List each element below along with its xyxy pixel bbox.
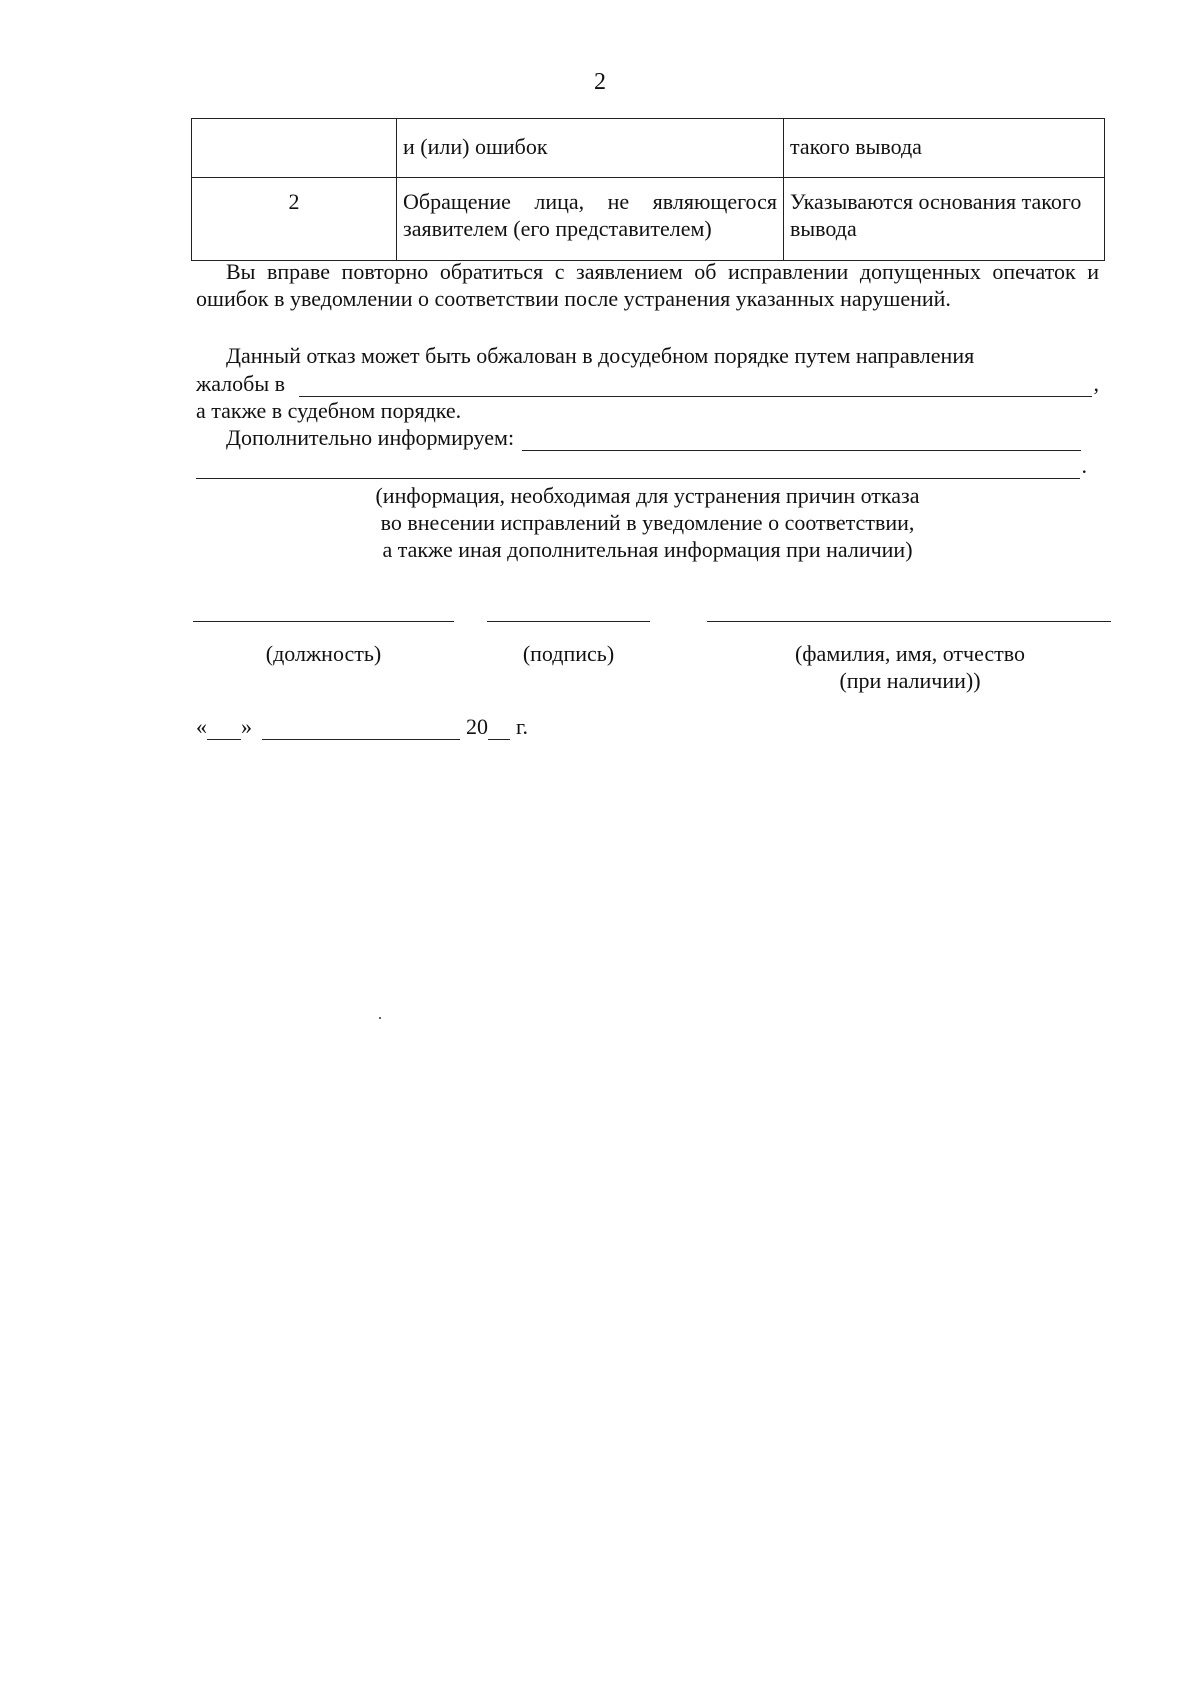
table-cell-number: 2 bbox=[192, 178, 397, 261]
page-number: 2 bbox=[594, 69, 606, 95]
date-line bbox=[196, 713, 528, 740]
appeal-paragraph: Данный отказ может быть обжалован в досудебном порядке путем направления bbox=[226, 343, 975, 368]
info-caption-line: а также иная дополнительная информация при наличии) bbox=[382, 537, 913, 562]
additional-info-end: . bbox=[1081, 453, 1087, 478]
date-close-quote: » bbox=[241, 714, 252, 739]
additional-info-line-2 bbox=[196, 452, 1099, 479]
complaint-prefix: жалобы в bbox=[196, 371, 285, 396]
additional-info-line bbox=[196, 424, 1099, 451]
table-row bbox=[192, 178, 1105, 261]
complaint-suffix: , bbox=[1093, 371, 1099, 396]
scan-speck bbox=[379, 1017, 381, 1019]
additional-info-label: Дополнительно информируем: bbox=[226, 425, 515, 450]
position-caption: (должность) bbox=[265, 641, 382, 666]
complaint-authority-field[interactable] bbox=[299, 374, 1092, 397]
name-caption-line: (фамилия, имя, отчество bbox=[794, 641, 1026, 666]
complaint-line bbox=[196, 370, 1099, 397]
signature-line[interactable] bbox=[487, 621, 650, 622]
table-cell-reason: Обращение лица, не являющегося заявителем (его представителем) bbox=[397, 178, 784, 261]
date-year-suffix: г. bbox=[516, 714, 529, 739]
position-signature-line[interactable] bbox=[193, 621, 454, 622]
court-line bbox=[196, 397, 1099, 424]
date-year-prefix: 20 bbox=[466, 714, 488, 739]
info-caption-line: (информация, необходимая для устранения причин отказа bbox=[375, 483, 920, 508]
info-caption-line: во внесении исправлений в уведомление о соответствии, bbox=[380, 510, 915, 535]
reasons-table bbox=[191, 118, 1105, 261]
signature-caption: (подпись) bbox=[522, 641, 615, 666]
court-text: а также в судебном порядке. bbox=[196, 398, 462, 423]
name-signature-line[interactable] bbox=[707, 621, 1111, 622]
additional-info-field-2[interactable] bbox=[196, 456, 1080, 479]
name-caption bbox=[740, 640, 1080, 694]
additional-info-field[interactable] bbox=[522, 428, 1081, 451]
info-caption bbox=[196, 482, 1099, 563]
table-row bbox=[192, 119, 1105, 178]
date-month-field[interactable] bbox=[262, 717, 460, 740]
table-cell-reason: и (или) ошибок bbox=[397, 119, 784, 178]
date-open-quote: « bbox=[196, 714, 207, 739]
name-caption-line: (при наличии)) bbox=[839, 668, 981, 693]
table-cell-explanation: такого вывода bbox=[784, 119, 1105, 178]
date-day-field[interactable] bbox=[207, 717, 241, 740]
date-year-field[interactable] bbox=[488, 717, 510, 740]
table-cell-number bbox=[192, 119, 397, 178]
table-cell-explanation: Указываются основания такого вывода bbox=[784, 178, 1105, 261]
resubmit-paragraph: Вы вправе повторно обратиться с заявлением об исправлении допущенных опечаток и ошибок в уведомлении о соответствии после устранения указанных нарушений. bbox=[196, 259, 1099, 311]
